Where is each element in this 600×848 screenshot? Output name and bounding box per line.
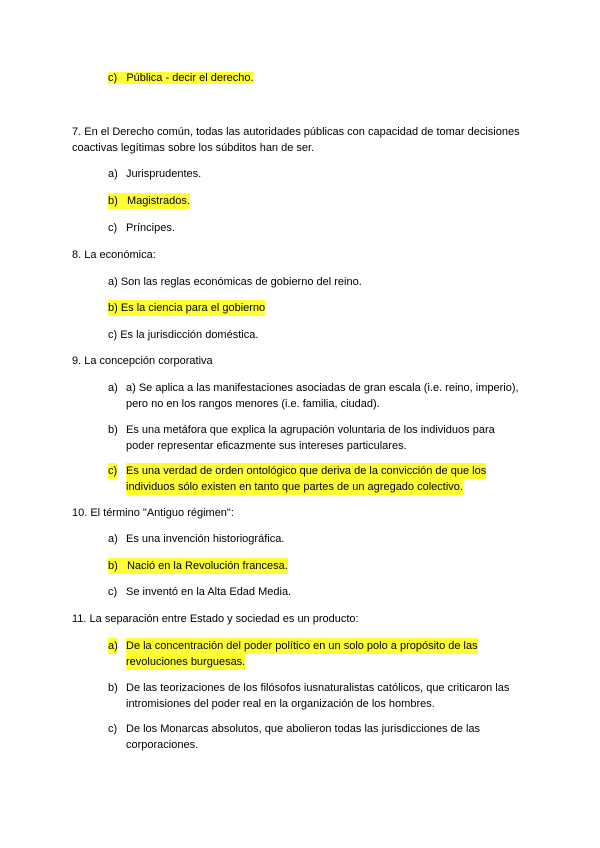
option-mark: c) <box>108 465 118 477</box>
option-text-line2: poder representar eficazmente sus intereses particulares. <box>126 440 407 452</box>
option-mark: a) <box>108 168 118 180</box>
q8-option-c: c) Es la jurisdicción doméstica. <box>108 329 259 341</box>
q10-title: 10. El término "Antiguo régimen": <box>72 507 234 519</box>
option-text-line2: pero no en los rangos menores (i.e. familia, ciudad). <box>126 398 380 410</box>
option-mark: b) <box>108 560 118 572</box>
q7-text-line1: 7. En el Derecho común, todas las autoridades públicas con capacidad de tomar decisiones <box>72 126 520 138</box>
option-mark: a) <box>108 640 118 652</box>
q8-title: 8. La económica: <box>72 249 156 261</box>
option-text: Nació en la Revolución francesa. <box>126 560 288 572</box>
q11-title: 11. La separación entre Estado y sociedad es un producto: <box>72 613 359 625</box>
q8-option-a: a) Son las reglas económicas de gobierno del reino. <box>108 276 362 288</box>
option-text-line1: Es una verdad de orden ontológico que deriva de la convicción de que los <box>126 465 487 477</box>
option-mark: b) <box>108 424 118 436</box>
prev-option-c <box>108 70 254 86</box>
q7-text-line2: coactivas legítimas sobre los súbditos han de ser. <box>72 142 315 154</box>
option-text-line1: De la concentración del poder político en un solo polo a propósito de las <box>126 640 478 652</box>
option-text-line2: corporaciones. <box>126 739 199 751</box>
option-mark: c) <box>108 72 118 84</box>
option-mark: a) <box>108 382 118 394</box>
option-mark: b) <box>108 195 118 207</box>
q8-option-b: b) Es la ciencia para el gobierno <box>108 302 266 314</box>
option-text: Se inventó en la Alta Edad Media. <box>126 586 292 598</box>
option-text: Pública - decir el derecho. <box>126 72 254 84</box>
option-text-line1: De las teorizaciones de los filósofos iusnaturalistas católicos, que criticaron las <box>126 682 510 694</box>
option-text-line1: a) Se aplica a las manifestaciones asociadas de gran escala (i.e. reino, imperio), <box>126 382 519 394</box>
option-mark: c) <box>108 586 118 598</box>
option-mark: c) <box>108 222 118 234</box>
option-text-line2: revoluciones burguesas. <box>126 656 246 668</box>
option-mark: c) <box>108 723 118 735</box>
option-text: Magistrados. <box>126 195 190 207</box>
option-text: Príncipes. <box>126 222 175 234</box>
option-text-line2: intromisiones del poder real en la organización de los hombres. <box>126 698 435 710</box>
option-text-line1: Es una metáfora que explica la agrupación voluntaria de los individuos para <box>126 424 495 436</box>
q9-title: 9. La concepción corporativa <box>72 355 213 367</box>
option-text-line2: individuos sólo existen en tanto que partes de un agregado colectivo. <box>126 481 463 493</box>
option-mark: a) <box>108 533 118 545</box>
option-text: Es una invención historiográfica. <box>126 533 285 545</box>
option-text-line1: De los Monarcas absolutos, que abolieron todas las jurisdicciones de las <box>126 723 481 735</box>
option-text: Jurisprudentes. <box>126 168 202 180</box>
option-mark: b) <box>108 682 118 694</box>
